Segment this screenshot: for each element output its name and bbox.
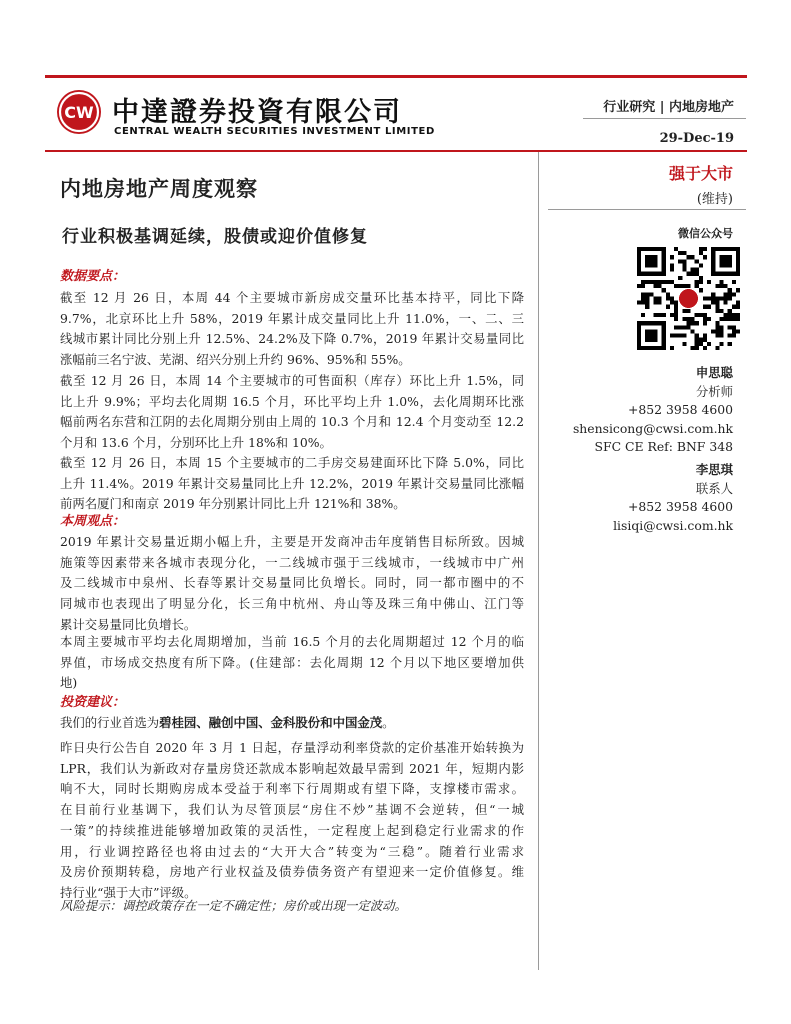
contact-email[interactable]: lisiqi@cwsi.com.hk [613,517,733,533]
analyst-role: 分析师 [695,383,733,399]
top-picks: 碧桂园、融创中国、金科股份和中国金茂 [159,715,383,730]
page-subtitle: 行业积极基调延续，股债或迎价值修复 [62,227,368,247]
header-right-divider [583,118,746,119]
company-name-en: CENTRAL WEALTH SECURITIES INVESTMENT LIMITED [114,126,435,137]
sidebar-rule-1 [548,209,746,210]
header-bottom-rule [45,150,747,152]
analyst-license: SFC CE Ref: BNF 348 [594,439,733,454]
analyst-email[interactable]: shensicong@cwsi.com.hk [572,420,733,436]
svg-text:CW: CW [64,103,94,122]
report-type: 行业研究 | 内地房地产 [603,100,734,115]
view-paragraph-2: 本周主要城市平均去化周期增加，当前 16.5 个月的去化周期超过 12 个月的临 界值，市场成交热度有所下降。(住建部：去化周期 12 个月以下地区要增加供 地) [60,634,524,691]
data-paragraph-3: 截至 12 月 26 日，本周 15 个主要城市的二手房交易建面环比下降 5.0%，同比 上升 11.4%。2019 年累计交易量同比上升 12.2%，2019 年累计交易量同比涨幅 前两名厦门和南京 2019 年分别累计同比上升 121%和 38%。 [60,455,524,512]
column-divider [538,152,539,970]
data-paragraph-1: 截至 12 月 26 日，本周 44 个主要城市新房成交量环比基本持平，同比下降 9.7%，北京环比上升 58%，2019 年累计成交量同比上升 11.0%，一、二、三 线城市累计同比分别上升 12.5%、24.2%及下降 0.7%，2019 年累计交易量同比 涨幅前三名宁波、芜湖、绍兴分别上升约 96%、95%和 55%。 [60,290,524,368]
analyst-phone: +852 3958 4600 [628,402,733,417]
analyst-name: 申思聪 [695,365,733,380]
contact-role: 联系人 [695,480,733,496]
company-name-cn: 中達證券投資有限公司 [112,97,402,128]
page-title: 内地房地产周度观察 [60,176,258,201]
analyst-contact-1 [573,364,733,457]
investment-picks: 我们的行业首选为碧桂园、融创中国、金科股份和中国金茂。 [60,715,395,730]
industry-rating: 强于大市 [668,164,733,183]
header-top-rule [45,75,747,78]
company-logo [57,90,101,134]
risk-note: 风险提示：调控政策存在一定不确定性；房价或出现一定波动。 [60,898,407,913]
investment-paragraph: 昨日央行公告自 2020 年 3 月 1 日起，存量浮动利率贷款的定价基准开始转换为 LPR，我们认为新政对存量房贷还款成本影响起效最早需到 2021 年，短期内影 响不大，同时长期购房成本受益于利率下行周期或有望下降，支撑楼市需求。 在目前行业基调下，我们认为尽管顶层“房住不炒”基调不会逆转，但“一城 一策”的持续推进能够增加政策的灵活性，一定程度上起到稳定行业需求的作 用，行业调控路径也将由过去的“大开大合”转变为“三稳”。随着行业需求 及房价预期转稳，房地产行业权益及债券债务资产有望迎来一定价值修复。维 持行业“强于大市”评级。 [60,740,524,900]
contact-phone: +852 3958 4600 [628,499,733,514]
analyst-contact-2 [613,461,733,535]
view-paragraph-1: 2019 年累计交易量近期小幅上升，主要是开发商冲击年度销售目标所致。因城 施策等因素带来各城市表现分化，一二线城市强于三线城市，一线城市中广州 及二线城市中泉州、长春等累计交易量同比负增长。同时，同一都市圈中的不 同城市也表现出了明显分化，长三角中杭州、舟山等及珠三角中佛山、江门等 累计交易量同比负增长。 [60,534,524,632]
section-heading-data: 数据要点： [60,269,126,284]
data-paragraph-2: 截至 12 月 26 日，本周 14 个主要城市的可售面积（库存）环比上升 1.5%，同 比上升 9.9%；平均去化周期 16.5 个月，环比平均上升 1.0%，去化周期环比涨 幅前两名东营和江阴的去化周期分别由上周的 10.3 个月和 12.4 个月变动至 12.2 个月和 13.6 个月，分别环比上升 18%和 10%。 [60,373,524,451]
report-date: 29-Dec-19 [659,131,734,146]
wechat-qr-code [637,247,740,350]
section-heading-investment: 投资建议： [60,695,126,710]
wechat-label: 微信公众号 [678,227,733,240]
section-heading-view: 本周观点： [60,514,126,529]
rating-note: (维持) [696,192,733,207]
contact-name: 李思琪 [695,462,733,477]
